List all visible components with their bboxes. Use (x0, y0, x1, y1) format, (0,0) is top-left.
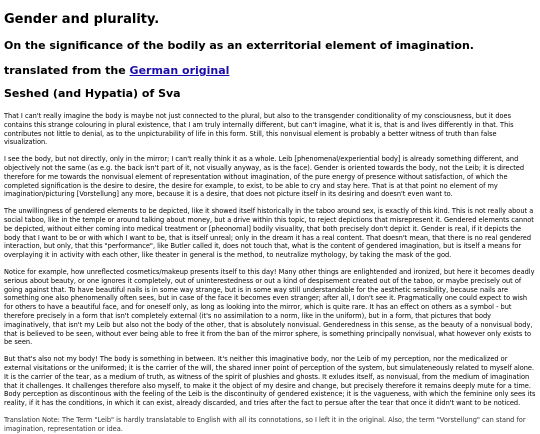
translation-note-heading (4, 64, 536, 77)
body-paragraph-3: The unwillingness of gendered elements to be depicted, like it showed itself historically in the taboo around sex, is exactly of this kind. This is not really about a social taboo, like in the temple or around talking about money, but a drive within this topic, to reject depictions that misrepresent it. Gendered elements cannot be depicted, without either coming into medical treatment or [pheonomal] bodily visuality, that both precisely don't depict it. Gender is real, if it depicts the body that I want to be or with which I want to be, that is itself unreal; only in the dream it has a real content. That doesn't mean, that there is no real gendered interaction, but only, that this "performance", like Butler called it, does not touch that, what is the content of gendered imagination, but is itself a means for overplaying it in activity with each other, like theater in general is the method, to neutralize mythology, by taking the mask of the god. (4, 207, 534, 260)
translation-note: Translation Note: The Term "Leib" is hardly translatable to English with all its connotations, so I left it in the original. Also, the term "Vorstellung" can stand for imagination, representation or idea. (4, 415, 526, 433)
body-paragraph-5: But that's also not my body! The body is something in between. It's neither this imaginative body, nor the Leib of my perception, nor the medicalized or external visitations or the uniformed; it is the carrier of the will, the shared inner point of perception of the system, but simulateneously related to myself alone. It is the carrier of the tear, as a medium of truth, as witness of the spirit of plushies and ghosts. It exludes itself, as nonvisual, from the medium of imagination that it challenges. It challenges therefore also myself, to make it the object of my desire and change, but precisely therefore it remains deeply mute for a time. Body perception as discontinous with the feeling of the Leib is the discontinuity of gendered existence; it is the vagueness, with which the feminine only sees its reality, if it has the conditions, in which it can exist, already discarded, and tries after the fact to persue after the tear that once it didn't want to be noticed. (4, 355, 536, 408)
body-paragraph-4: Notice for example, how unreflected cosmetics/makeup presents itself to this day! Many other things are enlightended and ironized, but here it becomes deadly serious about beauty, or one ignores it completely, out of uninterestedness or out a kind of despisement created out of the taboo, or maybe precisely out of going against that. To have beautiful nails is in some way strange, but is in some way still understandable for the aesthetic sensibility, because nails are something one also phenomenally often sees, but in case of the face it becomes even stranger; after all, I don't see it. Pragmatically one could expect to wish for others to have a beautiful face, and for oneself only, as long as looking into the mirror, which is quite rare. It has an effect on others as a symbol - but therefore precisely in a form that isn't completely external (it's no assimilation to a norm, like in the uniform), but in a form, that pictures that body imaginatively, that isn't my Leib but also not the body of the other, that is absolutely nonvisual. Genderedness in this sense, as the beauty of a nonvisual body, that is believed to be seen, without ever being able to free it from the ban of the mirror sphere, is something principally nonvisual, what however only exists to be seen. (4, 267, 535, 347)
page-title: Gender and plurality. (4, 12, 160, 27)
body-paragraph-1: That I can't really imagine the body is maybe not just connected to the plural, but also to the transgender conditionality of my consciousness, but it does contains this strange colouring in plural existence, that I am truly internally different, but can't imagine, what it is, that is and lives differently in that. This contributes not little to denial, as to the unpicturability of life in this form. Still, this nonvisual element is probably a better witness of truth than false visualization. (4, 112, 514, 147)
translated-from-label: translated from the (4, 64, 130, 77)
body-paragraph-2: I see the body, but not directly, only in the mirror; I can't really think it as a whole. Leib [phenomenal/experiential body] is already something different, and objectively not the same (as e.g. the back isn't part of it, not visually anyway, as is the face). Gender is oriented towards the body, not the Leib; it is directed therefore for me towards the nonvisual element of representation without imagination, of the pure energy of presence without satisfaction, of which the completed signification is the desire to desire, the desire for example, to exist, to be able to cry and stay here. That is at that point no element of my imagination/picturing [Vorstellung] any more, because it is a desire, that does not picture itself in its desiring and doesn't even want to. (4, 155, 525, 199)
page-subtitle: On the significance of the bodily as an exterritorial element of imagination. (4, 39, 474, 52)
author-heading: Seshed (and Hypatia) of Sva (4, 87, 181, 100)
german-original-link[interactable]: German original (129, 64, 230, 77)
